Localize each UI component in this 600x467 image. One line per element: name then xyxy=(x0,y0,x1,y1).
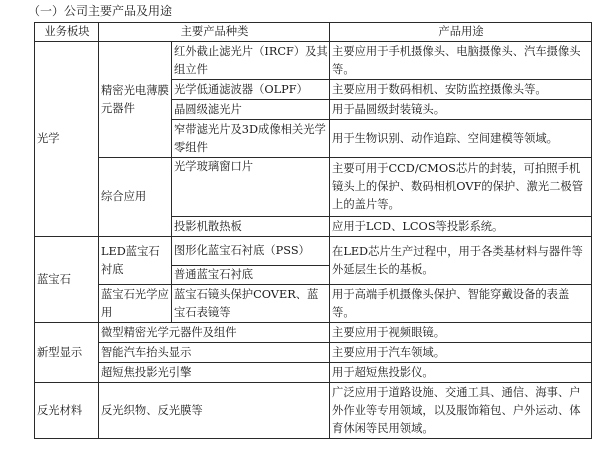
usage-cell: 在LED芯片生产过程中，用于各类基材料与器件等外延层生长的基板。 xyxy=(330,237,592,285)
header-segment: 业务板块 xyxy=(35,23,99,42)
header-usage: 产品用途 xyxy=(330,23,592,42)
product-cell: 反光织物、反光膜等 xyxy=(99,383,330,439)
usage-cell: 主要应用于手机摄像头、电脑摄像头、汽车摄像头等。 xyxy=(330,42,592,80)
usage-cell: 主要应用于视频眼镜。 xyxy=(330,323,592,343)
segment-cell: 蓝宝石 xyxy=(35,237,99,323)
subcategory-cell: 精密光电薄膜元器件 xyxy=(99,42,172,158)
usage-cell: 主要应用于汽车领域。 xyxy=(330,343,592,363)
segment-cell: 光学 xyxy=(35,42,99,237)
product-cell: 超短焦投影光引擎 xyxy=(99,363,330,383)
product-cell: 光学低通滤波器（OLPF） xyxy=(172,80,330,100)
product-cell: 普通蓝宝石衬底 xyxy=(172,266,330,285)
header-row xyxy=(35,23,592,42)
product-cell: 投影机散热板 xyxy=(172,217,330,237)
section-heading: （一）公司主要产品及用途 xyxy=(28,4,173,18)
usage-cell: 用于高端手机摄像头保护、智能穿戴设备的表盖等。 xyxy=(330,285,592,323)
usage-cell: 应用于LCD、LCOS等投影系统。 xyxy=(330,217,592,237)
header-product: 主要产品种类 xyxy=(99,23,330,42)
product-cell: 光学玻璃窗口片 xyxy=(172,158,330,217)
product-cell: 图形化蓝宝石衬底（PSS） xyxy=(172,237,330,266)
subcategory-cell: 综合应用 xyxy=(99,158,172,237)
product-cell: 晶圆级滤光片 xyxy=(172,100,330,120)
usage-cell: 主要应用于数码相机、安防监控摄像头等。 xyxy=(330,80,592,100)
subcategory-cell: 蓝宝石光学应用 xyxy=(99,285,172,323)
product-cell: 窄带滤光片及3D成像相关光学零组件 xyxy=(172,120,330,158)
table-row xyxy=(35,323,592,343)
usage-cell: 用于超短焦投影仪。 xyxy=(330,363,592,383)
table-row xyxy=(35,343,592,363)
table-row xyxy=(35,363,592,383)
segment-cell: 新型显示 xyxy=(35,323,99,383)
usage-cell: 用于晶圆级封装镜头。 xyxy=(330,100,592,120)
usage-cell: 广泛应用于道路设施、交通工具、通信、海事、户外作业等专用领域，以及服饰箱包、户外运动、体育休闲等民用领域。 xyxy=(330,383,592,439)
subcategory-cell: LED蓝宝石衬底 xyxy=(99,237,172,285)
product-cell: 智能汽车抬头显示 xyxy=(99,343,330,363)
table-row xyxy=(35,42,592,80)
usage-cell: 用于生物识别、动作追踪、空间建模等领域。 xyxy=(330,120,592,158)
table-row xyxy=(35,237,592,266)
product-cell: 蓝宝石镜头保护COVER、蓝宝石表镜等 xyxy=(172,285,330,323)
segment-cell: 反光材料 xyxy=(35,383,99,439)
product-cell: 微型精密光学元器件及组件 xyxy=(99,323,330,343)
table-row xyxy=(35,285,592,323)
usage-cell: 主要可用于CCD/CMOS芯片的封装，可拍照手机镜头上的保护、数码相机OVF的保护、激光二极管上的盖片等。 xyxy=(330,158,592,217)
table-row xyxy=(35,158,592,217)
product-table xyxy=(34,22,592,439)
product-cell: 红外截止滤光片（IRCF）及其组立件 xyxy=(172,42,330,80)
table-row xyxy=(35,383,592,439)
